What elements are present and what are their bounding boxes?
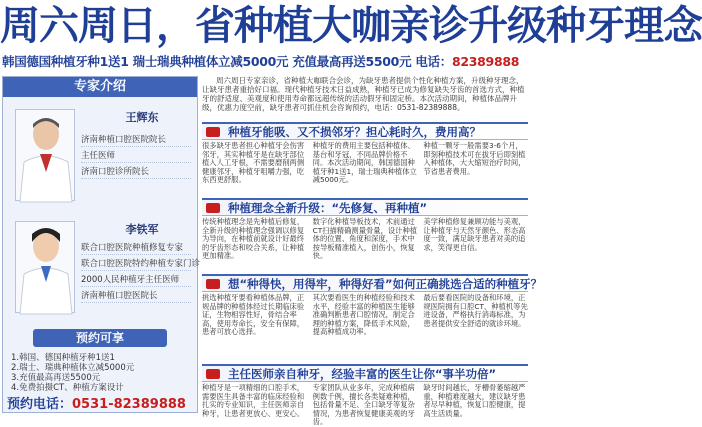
appointment-phone-label: 预约电话： [7,397,73,412]
doctor-2-title-1: 联合口腔医院种植修复专家 [81,241,191,255]
subline-phone: 82389888 [451,54,520,69]
section-2-col-2: 数字化种植导板技术，术前通过CT扫描精确测量骨量，设计种植体的位置、角度和深度，手术中按导板精准植入，创伤小，恢复快。 [312,217,418,261]
section-4-title-tail: 经验丰富的医生让你“事半功倍” [331,367,497,381]
headline: 周六周日，省种植大咖亲诊升级种牙理念 [0,3,702,49]
section-3-title-lead: 想“种得快，用得牢，种得好看” [228,277,393,291]
doctor-2-title-4: 济南种植口腔医院长 [81,289,191,303]
expert-intro-banner: 专家介绍 [3,77,197,97]
section-1-title-tail: 担心耗时久，费用高？ [366,125,481,139]
section-3-col-3: 最后要看医院的设备和环境，正规医院拥有口腔CT、种植机等先进设备，严格执行消毒标准，为患者提供安全舒适的就诊环境。 [423,293,528,328]
section-title-2 [202,198,528,216]
section-1-col-1: 很多缺牙患者担心种植牙会伤害邻牙，其实种植牙是在缺牙部位植入人工牙根，不需要磨削两侧健康邻牙，种植牙咀嚼力强，吃东西更舒服。 [202,141,305,185]
section-2-col-1: 传统种植理念是先种植后修复，全新升级的种植理念强调以修复为导向，在种植前就设计好最终的牙齿形态和咬合关系，让种植更加精准。 [202,217,305,261]
section-body-2 [202,218,528,272]
section-3-col-2: 其次要看医生的种植经验和技术水平，经验丰富的种植医生能够准确判断患者口腔情况，制定合理的种植方案，降低手术风险，提高种植成功率。 [312,293,415,337]
section-4-title-lead: 主任医师亲自种牙， [228,367,332,381]
doctor-portrait-1 [15,109,75,201]
section-body-1 [202,142,528,196]
section-3-col-1: 挑选种植牙要看种植体品牌，正规品牌的种植体经过长期临床验证，生物相容性好，骨结合率高，使用寿命长，安全有保障，患者可放心选择。 [202,293,305,337]
section-2-col-3: 美学种植修复兼顾功能与美观，让种植牙与天然牙颜色、形态高度一致，满足缺牙患者对美的追求，笑得更自信。 [423,217,526,252]
appointment-item-4: 4.免费拍摄CT、种植方案设计 [11,383,124,393]
doctor-name-2: 李铁军 [125,223,159,236]
offer-subline [0,54,530,70]
appointment-phone [7,393,197,411]
article-column [202,76,543,427]
section-2-title-lead: 种植理念全新升级： [228,201,332,215]
section-3-title-tail: 如何正确挑选合适的种植牙？ [392,277,543,291]
section-body-3 [202,294,528,362]
doctor-1-title-3: 济南口腔诊所院长 [81,165,191,179]
appointment-item-3: 3.充值最高再送5500元 [11,373,101,383]
doctor-1-title-1: 济南种植口腔医院院长 [81,133,191,147]
offer-text: 韩国德国种植牙种1送1 瑞士瑞典种植体立减5000元 充值最高再送5500元 [2,54,416,69]
section-title-1 [202,122,528,140]
section-title-4 [202,364,528,382]
doctor-portrait-2 [15,221,75,313]
section-body-4 [202,383,528,427]
subline-phone-label: 电话： [415,54,452,69]
intro-paragraph: 周六周日专家亲诊，省种植大咖联合会诊，为缺牙患者提供个性化种植方案，升级种牙理念，让缺牙患者重拾好口福。现代种植牙技术日益成熟，种植牙已成为修复缺失牙齿的首选方式，种植牙的舒适度、美观度和使用寿命都远超传统的活动假牙和固定桥。本次活动期间，种植体品牌升级，优惠力度空前，缺牙患者可抓住机会咨询预约，电话：0531-82389888。 [202,76,525,112]
doctor-2-title-2: 联合口腔医院特约种植专家门诊 [81,259,201,269]
section-2-title-tail: “先修复、再种植” [331,201,428,215]
section-1-title-lead: 种植牙能吸、又不损邻牙？ [228,125,366,139]
section-4-col-2: 专家团队从业多年，完成种植病例数千例，擅长各类疑难种植，包括骨量不足、全口缺牙等复杂情况，为患者恢复健康美观的牙齿。 [312,383,415,427]
expert-sidebar [2,76,201,413]
appointment-phone-number: 0531-82389888 [72,397,186,412]
appointment-item-1: 1.韩国、德国种植牙种1送1 [11,353,115,363]
doctor-2-title-3: 2000人民种植牙主任医师 [81,273,191,287]
section-title-3 [202,274,543,292]
doctor-1-title-2: 主任医师 [81,149,191,163]
doctor-card-2 [9,217,201,323]
appointment-banner: 预约可享 [33,329,167,347]
doctor-card-1 [9,105,191,211]
section-1-col-2: 种植牙的费用主要包括种植体、基台和牙冠，不同品牌价格不同。本次活动期间，韩国德国种植牙种1送1，瑞士瑞典种植体立减5000元。 [312,141,417,185]
section-4-col-3: 缺牙时间越长，牙槽骨萎缩越严重，种植难度越大，建议缺牙患者尽早种植，恢复口腔健康，提高生活质量。 [423,383,526,418]
section-4-col-1: 种植牙是一项精细的口腔手术，需要医生具备丰富的临床经验和扎实的专业知识，主任医师亲自种牙，让患者更放心、更安心。 [202,383,305,418]
doctor-name-1: 王辉东 [125,111,159,124]
appointment-item-2: 2.瑞士、瑞典种植体立减5000元 [11,363,135,373]
section-1-col-3: 种植一颗牙一般需要3-6个月，即刻种植技术可在拔牙后即刻植入种植体，大大缩短治疗时间，节省患者费用。 [423,141,526,176]
